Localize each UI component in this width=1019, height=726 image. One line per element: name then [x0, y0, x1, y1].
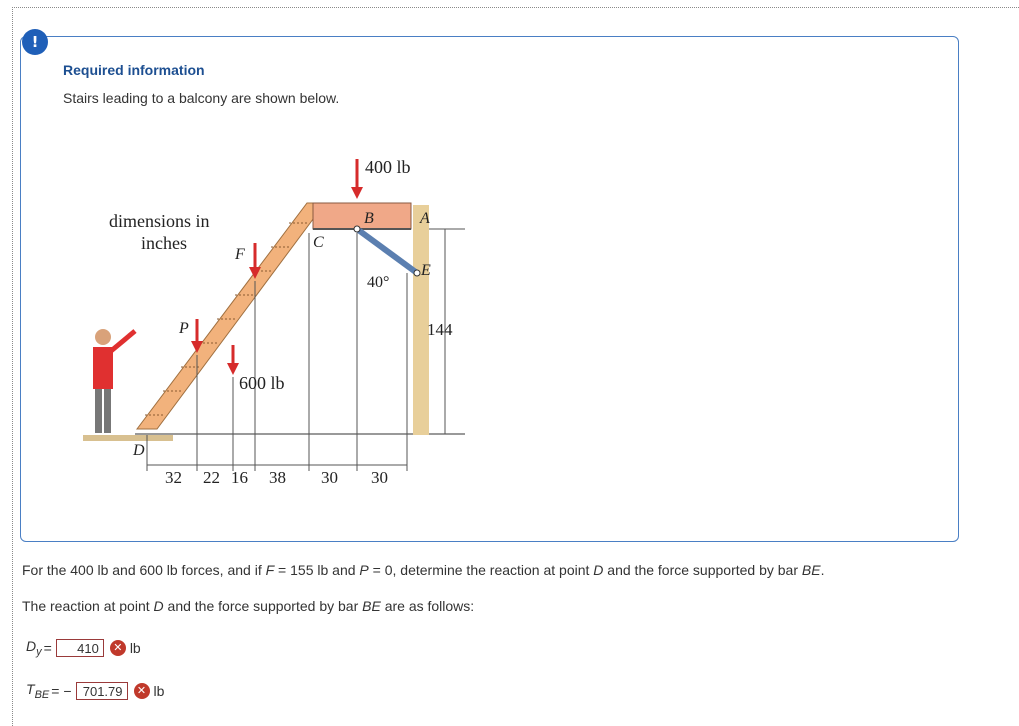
dimensions-label-1: dimensions in — [109, 211, 210, 231]
force-arrow-400 — [351, 159, 363, 199]
label-b: B — [364, 210, 374, 227]
dim-22: 22 — [203, 468, 220, 487]
answer-intro-text: The reaction at point D and the force supported by bar BE are as follows: — [22, 598, 475, 614]
bar-be — [357, 229, 417, 273]
force-400-label: 400 lb — [365, 157, 411, 177]
dy-input[interactable] — [56, 639, 104, 657]
answer-row-tbe — [26, 680, 164, 702]
wrong-icon: ✕ — [134, 683, 150, 699]
label-e: E — [421, 262, 431, 279]
exclamation-icon: ! — [22, 29, 48, 55]
frame-top-border — [12, 7, 1019, 8]
required-info-intro: Stairs leading to a balcony are shown below. — [63, 90, 340, 106]
label-c: C — [313, 234, 324, 251]
force-600-label: 600 lb — [239, 373, 285, 393]
dim-30-a: 30 — [321, 468, 338, 487]
dy-unit: lb — [129, 640, 141, 656]
question-text: For the 400 lb and 600 lb forces, and if F = 155 lb and P = 0, determine the reaction at point D and the force supported by bar BE. — [22, 562, 825, 578]
ground — [83, 435, 173, 441]
tbe-unit: lb — [153, 683, 165, 699]
angle-label: 40° — [367, 274, 390, 291]
tbe-equals: = − — [51, 683, 72, 699]
dy-equals: = — [43, 640, 52, 656]
stairs-balcony-figure — [75, 145, 475, 495]
label-f: F — [235, 246, 245, 263]
frame-left-border — [12, 7, 13, 726]
dim-38: 38 — [269, 468, 286, 487]
dim-16: 16 — [231, 468, 248, 487]
label-d: D — [133, 442, 145, 459]
dim-30-b: 30 — [371, 468, 388, 487]
tbe-variable: $T_{BE}$ — [26, 681, 50, 701]
label-p: P — [179, 320, 189, 337]
label-a: A — [420, 210, 430, 227]
dimensions-label-2: inches — [141, 233, 187, 253]
balcony — [313, 203, 411, 229]
tbe-input[interactable] — [76, 682, 128, 700]
person-illustration — [93, 329, 135, 433]
answer-row-dy — [26, 637, 141, 659]
wrong-icon: ✕ — [110, 640, 126, 656]
dy-variable: $D_y$ — [26, 638, 42, 658]
force-arrow-600 — [227, 345, 239, 375]
height-label: 144 — [427, 320, 453, 339]
required-info-title: Required information — [63, 62, 205, 78]
dim-32: 32 — [165, 468, 182, 487]
